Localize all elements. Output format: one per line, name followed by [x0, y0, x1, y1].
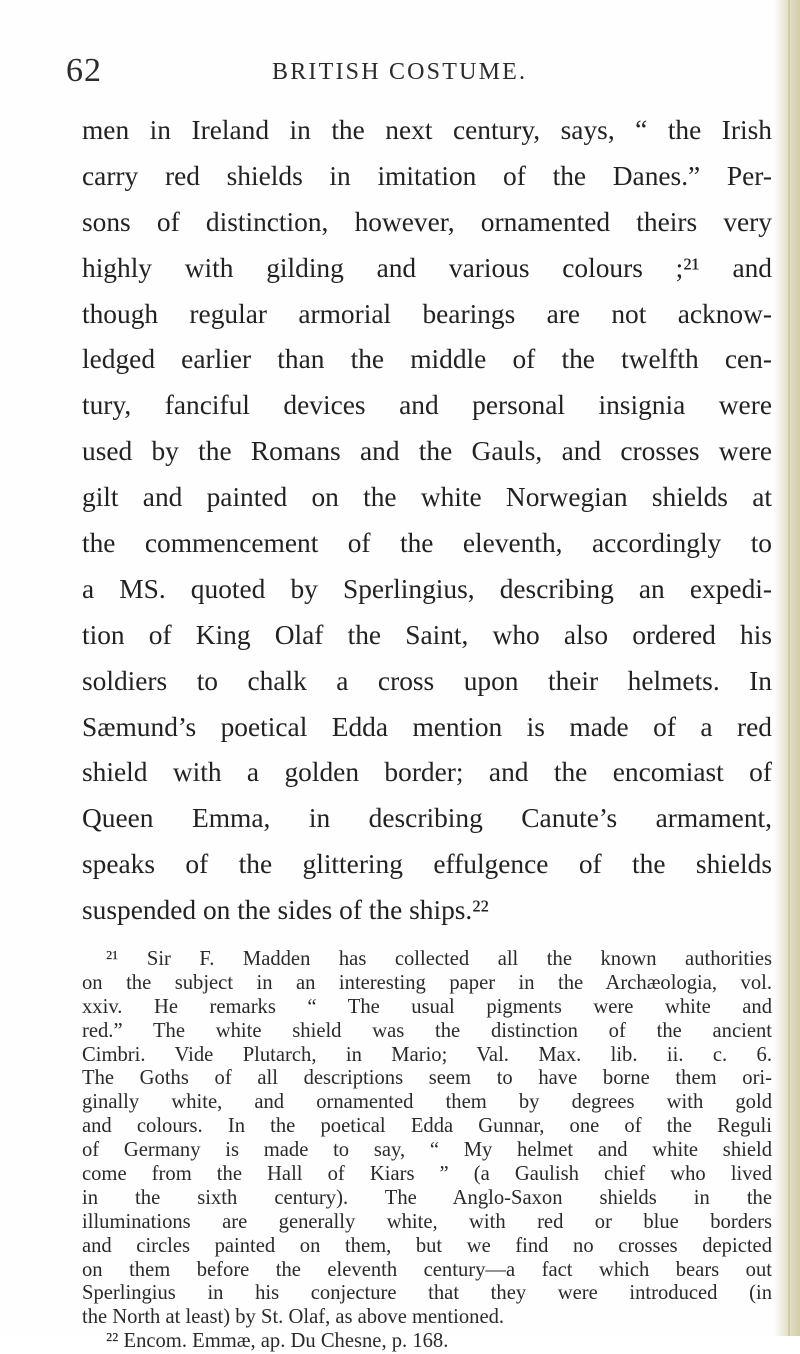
text-line: a MS. quoted by Sperlingius, describing an expedi- — [82, 573, 772, 604]
text-line: Sæmund’s poetical Edda mention is made of a red — [82, 711, 772, 742]
running-head: BRITISH COSTUME. — [272, 59, 528, 85]
footnote-line: and colours. In the poetical Edda Gunnar, one of the Reguli — [82, 1115, 772, 1138]
footnote-line: and circles painted on them, but we find no crosses depicted — [82, 1234, 772, 1257]
footnote-line: ginally white, and ornamented them by degrees with gold — [82, 1091, 772, 1114]
footnotes — [82, 948, 772, 1354]
text-line: carry red shields in imitation of the Danes.” Per- — [82, 160, 772, 191]
text-line: used by the Romans and the Gauls, and crosses were — [82, 436, 772, 467]
text-line: speaks of the glittering effulgence of the shields — [82, 849, 772, 880]
footnote-22: ²² Encom. Emmæ, ap. Du Chesne, p. 168. — [106, 1330, 449, 1353]
footnote-line: Sperlingius in his conjecture that they were introduced (in — [82, 1282, 772, 1305]
footnote-line: xxiv. He remarks “ The usual pigments were white and — [82, 995, 772, 1018]
text-line: Queen Emma, in describing Canute’s armament, — [82, 803, 772, 834]
text-line: though regular armorial bearings are not acknow- — [82, 298, 772, 329]
footnote-line: The Goths of all descriptions seem to have borne them ori- — [82, 1067, 772, 1090]
footnote-line: red.” The white shield was the distinction of the ancient — [82, 1019, 772, 1042]
footnote-line: illuminations are generally white, with red or blue borders — [82, 1210, 772, 1233]
footnote-line: on the subject in an interesting paper in the Archæologia, vol. — [82, 971, 772, 994]
page-edge-line — [788, 0, 790, 1336]
footnote-line: the North at least) by St. Olaf, as above mentioned. — [82, 1306, 505, 1329]
footnote-line: on them before the eleventh century—a fact which bears out — [82, 1258, 772, 1281]
text-line: sons of distinction, however, ornamented theirs very — [82, 206, 772, 237]
page-header — [66, 52, 760, 92]
text-line: tury, fanciful devices and personal insignia were — [82, 390, 772, 421]
footnote-line: of Germany is made to say, “ My helmet and white shield — [82, 1139, 772, 1162]
page-number: 62 — [66, 52, 102, 89]
footnote-21-start: ²¹ Sir F. Madden has collected all the known authorities — [106, 948, 772, 970]
text-line: suspended on the sides of the ships.²² — [82, 895, 489, 926]
text-line: tion of King Olaf the Saint, who also ordered his — [82, 619, 772, 650]
footnote-line: in the sixth century). The Anglo-Saxon shields in the — [82, 1186, 772, 1209]
text-line: men in Ireland in the next century, says, “ the Irish — [82, 115, 772, 145]
text-line: gilt and painted on the white Norwegian shields at — [82, 482, 772, 513]
text-line: shield with a golden border; and the encomiast of — [82, 757, 772, 788]
footnote-line: Cimbri. Vide Plutarch, in Mario; Val. Max. lib. ii. c. 6. — [82, 1043, 772, 1066]
text-line: soldiers to chalk a cross upon their helmets. In — [82, 665, 772, 696]
text-line: ledged earlier than the middle of the twelfth cen- — [82, 344, 772, 375]
text-line: highly with gilding and various colours ;²¹ and — [82, 252, 772, 283]
main-text — [82, 108, 772, 934]
footnote-line: come from the Hall of Kiars ” (a Gaulish chief who lived — [82, 1163, 772, 1186]
text-line: the commencement of the eleventh, accordingly to — [82, 528, 772, 559]
page-edge-shadow — [774, 0, 800, 1336]
